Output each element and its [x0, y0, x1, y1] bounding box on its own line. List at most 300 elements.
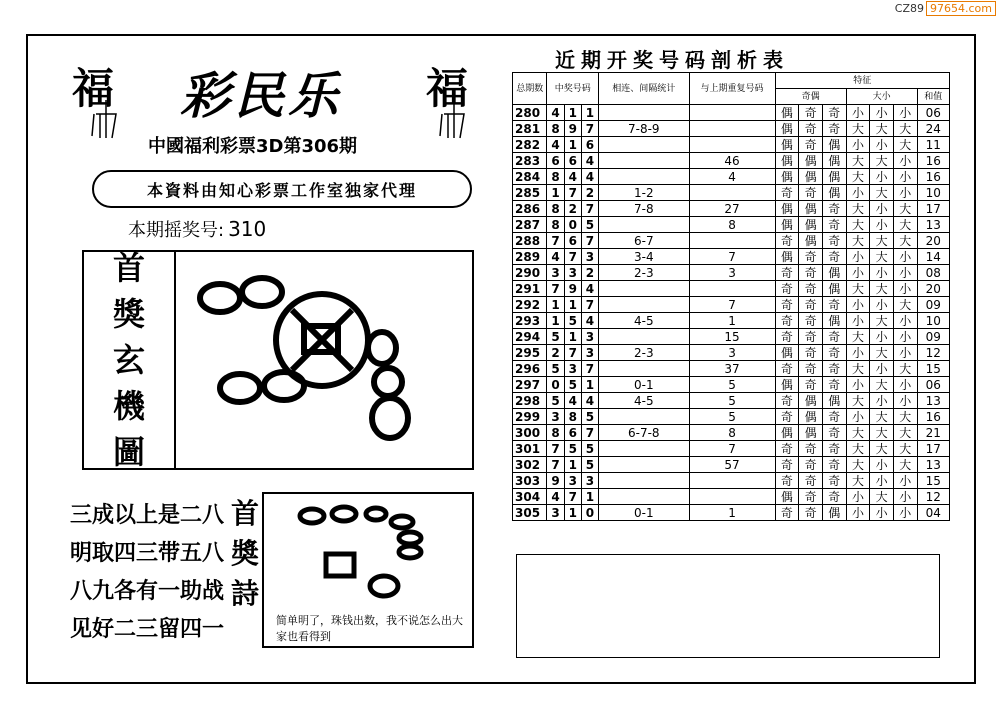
cell-adjacent [599, 329, 689, 345]
table-row [513, 393, 950, 409]
cell-odd-even: 偶 [775, 345, 799, 361]
poem-line-1: 三成以上是二八 [70, 503, 225, 528]
cell-sum: 20 [917, 233, 949, 249]
cell-digit: 4 [581, 313, 598, 329]
cell-period: 299 [513, 409, 547, 425]
cell-digit: 2 [564, 201, 581, 217]
cell-repeat: 5 [689, 393, 775, 409]
cell-odd-even: 奇 [775, 409, 799, 425]
cell-big-small: 小 [870, 297, 894, 313]
cell-repeat: 37 [689, 361, 775, 377]
cell-odd-even: 奇 [799, 185, 823, 201]
cell-big-small: 大 [893, 121, 917, 137]
table-row [513, 329, 950, 345]
agency-notice: 本資料由知心彩票工作室独家代理 [92, 170, 472, 208]
cell-adjacent [599, 169, 689, 185]
cell-period: 301 [513, 441, 547, 457]
table-title: 近期开奖号码剖析表 [555, 48, 789, 72]
cell-odd-even: 奇 [799, 329, 823, 345]
cell-sum: 10 [917, 313, 949, 329]
cell-period: 291 [513, 281, 547, 297]
cell-digit: 1 [547, 185, 564, 201]
cell-digit: 5 [581, 457, 598, 473]
cell-odd-even: 偶 [775, 105, 799, 121]
cell-odd-even: 奇 [799, 441, 823, 457]
cell-digit: 7 [581, 425, 598, 441]
cell-big-small: 大 [870, 249, 894, 265]
cell-sum: 09 [917, 297, 949, 313]
cell-sum: 11 [917, 137, 949, 153]
cell-odd-even: 奇 [799, 297, 823, 313]
cell-sum: 16 [917, 169, 949, 185]
cell-odd-even: 偶 [822, 185, 846, 201]
cell-digit: 5 [581, 409, 598, 425]
cell-odd-even: 奇 [799, 361, 823, 377]
cell-odd-even: 奇 [775, 441, 799, 457]
cell-repeat: 1 [689, 505, 775, 521]
cell-big-small: 大 [846, 233, 870, 249]
cell-odd-even: 奇 [799, 457, 823, 473]
cell-digit: 6 [581, 137, 598, 153]
fu-left: 福 [72, 64, 115, 113]
cell-period: 284 [513, 169, 547, 185]
cell-repeat [689, 105, 775, 121]
cell-odd-even: 偶 [775, 377, 799, 393]
cell-odd-even: 奇 [799, 473, 823, 489]
cell-digit: 4 [564, 393, 581, 409]
header-odd-even: 奇偶 [775, 89, 846, 105]
cell-big-small: 小 [893, 153, 917, 169]
cell-repeat [689, 233, 775, 249]
cell-odd-even: 奇 [799, 105, 823, 121]
cell-sum: 14 [917, 249, 949, 265]
cell-big-small: 大 [893, 425, 917, 441]
cell-odd-even: 奇 [799, 281, 823, 297]
cell-odd-even: 偶 [775, 201, 799, 217]
coin-diagram-icon [176, 252, 472, 468]
cell-big-small: 小 [870, 169, 894, 185]
cell-odd-even: 偶 [799, 153, 823, 169]
cell-sum: 06 [917, 377, 949, 393]
cell-odd-even: 奇 [822, 361, 846, 377]
cell-digit: 4 [581, 281, 598, 297]
cell-big-small: 小 [893, 249, 917, 265]
cell-odd-even: 偶 [822, 281, 846, 297]
cell-digit: 1 [581, 489, 598, 505]
cell-odd-even: 奇 [822, 329, 846, 345]
cell-repeat: 5 [689, 377, 775, 393]
draw-label: 本期摇奖号: [128, 220, 225, 241]
cell-adjacent: 6-7 [599, 233, 689, 249]
cell-big-small: 大 [870, 153, 894, 169]
cell-odd-even: 奇 [822, 233, 846, 249]
cell-odd-even: 偶 [822, 505, 846, 521]
table-row [513, 121, 950, 137]
header-number: 中奖号码 [547, 73, 599, 105]
cell-digit: 3 [547, 505, 564, 521]
cell-adjacent [599, 153, 689, 169]
cell-big-small: 大 [893, 361, 917, 377]
cell-big-small: 小 [846, 313, 870, 329]
cell-digit: 4 [547, 249, 564, 265]
cell-period: 283 [513, 153, 547, 169]
mystery-chart-panel [82, 250, 474, 470]
cell-adjacent [599, 105, 689, 121]
cell-repeat: 7 [689, 249, 775, 265]
cell-repeat: 27 [689, 201, 775, 217]
cell-sum: 08 [917, 265, 949, 281]
cell-odd-even: 偶 [822, 169, 846, 185]
cell-digit: 7 [547, 457, 564, 473]
cell-sum: 15 [917, 473, 949, 489]
table-row [513, 409, 950, 425]
header-sum: 和值 [917, 89, 949, 105]
cell-adjacent [599, 281, 689, 297]
table-row [513, 217, 950, 233]
cell-big-small: 大 [846, 201, 870, 217]
cell-period: 281 [513, 121, 547, 137]
cell-adjacent [599, 473, 689, 489]
cell-odd-even: 奇 [799, 377, 823, 393]
cell-big-small: 大 [846, 441, 870, 457]
cell-digit: 0 [581, 505, 598, 521]
cell-big-small: 小 [846, 137, 870, 153]
cell-big-small: 小 [870, 473, 894, 489]
table-row [513, 105, 950, 121]
cell-big-small: 小 [870, 265, 894, 281]
cell-odd-even: 奇 [775, 361, 799, 377]
cell-adjacent: 1-2 [599, 185, 689, 201]
cell-sum: 15 [917, 361, 949, 377]
cell-big-small: 大 [893, 217, 917, 233]
cell-period: 292 [513, 297, 547, 313]
table-row [513, 169, 950, 185]
cell-adjacent [599, 409, 689, 425]
cell-odd-even: 奇 [799, 489, 823, 505]
cell-odd-even: 奇 [822, 297, 846, 313]
cell-period: 300 [513, 425, 547, 441]
cell-digit: 0 [547, 377, 564, 393]
side-poem-title: 首 奬 詩 [230, 497, 259, 610]
panel-side-title: 首 獎 玄 機 圖 [84, 252, 176, 468]
cell-period: 297 [513, 377, 547, 393]
tassel-left-icon [86, 100, 126, 140]
cell-digit: 7 [564, 185, 581, 201]
cell-big-small: 小 [846, 105, 870, 121]
cell-odd-even: 奇 [775, 393, 799, 409]
cell-digit: 5 [547, 361, 564, 377]
cell-adjacent: 7-8 [599, 201, 689, 217]
cell-period: 282 [513, 137, 547, 153]
cell-digit: 1 [581, 105, 598, 121]
cell-big-small: 小 [893, 393, 917, 409]
cell-period: 280 [513, 105, 547, 121]
cell-digit: 1 [564, 505, 581, 521]
cell-big-small: 小 [846, 409, 870, 425]
cell-adjacent: 7-8-9 [599, 121, 689, 137]
cell-odd-even: 偶 [775, 217, 799, 233]
cell-period: 303 [513, 473, 547, 489]
cell-digit: 1 [564, 297, 581, 313]
cell-big-small: 小 [893, 329, 917, 345]
cell-digit: 2 [547, 345, 564, 361]
analysis-table [512, 72, 950, 521]
cell-digit: 6 [547, 153, 564, 169]
cell-repeat: 3 [689, 265, 775, 281]
cell-big-small: 小 [870, 105, 894, 121]
draw-number: 310 [228, 217, 267, 241]
table-row [513, 233, 950, 249]
cell-odd-even: 偶 [822, 137, 846, 153]
cell-period: 289 [513, 249, 547, 265]
cell-repeat [689, 185, 775, 201]
cell-digit: 4 [581, 153, 598, 169]
cell-adjacent: 3-4 [599, 249, 689, 265]
cell-big-small: 大 [846, 425, 870, 441]
cell-digit: 3 [564, 473, 581, 489]
cell-big-small: 小 [893, 473, 917, 489]
cell-odd-even: 奇 [775, 329, 799, 345]
cell-big-small: 小 [870, 137, 894, 153]
cell-period: 286 [513, 201, 547, 217]
cell-odd-even: 奇 [775, 313, 799, 329]
cell-big-small: 大 [846, 153, 870, 169]
cell-digit: 8 [547, 425, 564, 441]
cell-big-small: 大 [893, 233, 917, 249]
cell-odd-even: 奇 [822, 201, 846, 217]
cell-odd-even: 奇 [822, 457, 846, 473]
cell-big-small: 大 [870, 345, 894, 361]
cell-adjacent [599, 361, 689, 377]
header-features: 特征 [775, 73, 949, 89]
cell-digit: 5 [547, 393, 564, 409]
cell-odd-even: 奇 [799, 505, 823, 521]
cell-period: 302 [513, 457, 547, 473]
cell-big-small: 小 [893, 313, 917, 329]
cell-adjacent [599, 489, 689, 505]
cell-period: 290 [513, 265, 547, 281]
cell-odd-even: 偶 [799, 201, 823, 217]
cell-big-small: 小 [846, 377, 870, 393]
coin-string-icon [264, 494, 472, 612]
cell-digit: 6 [564, 153, 581, 169]
brand-title: 彩民乐 [180, 66, 342, 125]
cell-adjacent [599, 217, 689, 233]
cell-digit: 8 [547, 201, 564, 217]
cell-adjacent: 4-5 [599, 313, 689, 329]
cell-repeat: 3 [689, 345, 775, 361]
cell-digit: 7 [581, 297, 598, 313]
poem-line-4: 见好二三留四一 [70, 617, 225, 642]
cell-odd-even: 偶 [822, 313, 846, 329]
cell-repeat: 15 [689, 329, 775, 345]
cell-digit: 5 [581, 217, 598, 233]
cell-digit: 1 [564, 457, 581, 473]
cell-odd-even: 奇 [822, 473, 846, 489]
cell-big-small: 大 [870, 377, 894, 393]
cell-odd-even: 偶 [775, 137, 799, 153]
header-repeat: 与上期重复号码 [689, 73, 775, 105]
cell-digit: 7 [581, 201, 598, 217]
cell-sum: 13 [917, 217, 949, 233]
cell-big-small: 大 [846, 217, 870, 233]
cell-digit: 9 [564, 281, 581, 297]
cell-sum: 09 [917, 329, 949, 345]
cell-big-small: 小 [870, 361, 894, 377]
table-row [513, 185, 950, 201]
table-row [513, 425, 950, 441]
cell-digit: 3 [581, 345, 598, 361]
watermark-site[interactable]: 97654.com [926, 1, 996, 16]
cell-big-small: 小 [846, 489, 870, 505]
cell-digit: 1 [564, 329, 581, 345]
table-body [513, 105, 950, 521]
table-row [513, 265, 950, 281]
cell-odd-even: 偶 [799, 233, 823, 249]
cell-big-small: 大 [893, 441, 917, 457]
cell-digit: 1 [581, 377, 598, 393]
cell-odd-even: 奇 [822, 249, 846, 265]
cell-digit: 7 [547, 233, 564, 249]
cell-digit: 3 [581, 249, 598, 265]
cell-digit: 7 [564, 345, 581, 361]
cell-big-small: 小 [846, 297, 870, 313]
cell-digit: 2 [581, 185, 598, 201]
cell-repeat: 4 [689, 169, 775, 185]
cell-odd-even: 偶 [799, 425, 823, 441]
cell-big-small: 大 [870, 489, 894, 505]
cell-repeat [689, 473, 775, 489]
cell-adjacent [599, 457, 689, 473]
blank-notes-box [516, 554, 940, 658]
cell-big-small: 大 [846, 169, 870, 185]
cell-adjacent: 0-1 [599, 377, 689, 393]
cell-odd-even: 奇 [799, 345, 823, 361]
cell-period: 298 [513, 393, 547, 409]
table-row [513, 377, 950, 393]
cell-odd-even: 奇 [822, 409, 846, 425]
cell-odd-even: 偶 [775, 169, 799, 185]
cell-odd-even: 奇 [775, 505, 799, 521]
cell-period: 295 [513, 345, 547, 361]
cell-sum: 12 [917, 489, 949, 505]
cell-odd-even: 偶 [822, 153, 846, 169]
cell-digit: 7 [564, 249, 581, 265]
cell-big-small: 大 [846, 281, 870, 297]
header-period: 总期数 [513, 73, 547, 105]
cell-big-small: 大 [846, 361, 870, 377]
cell-digit: 5 [547, 329, 564, 345]
cell-big-small: 小 [893, 377, 917, 393]
cell-odd-even: 奇 [822, 441, 846, 457]
cell-digit: 7 [564, 489, 581, 505]
fu-right: 福 [426, 64, 469, 113]
cell-digit: 2 [581, 265, 598, 281]
cell-sum: 17 [917, 441, 949, 457]
cell-big-small: 小 [846, 345, 870, 361]
cell-adjacent: 0-1 [599, 505, 689, 521]
cell-sum: 16 [917, 153, 949, 169]
watermark-code: CZ89 [894, 2, 925, 15]
cell-big-small: 小 [893, 345, 917, 361]
cell-digit: 8 [547, 169, 564, 185]
cell-digit: 7 [547, 281, 564, 297]
cell-period: 304 [513, 489, 547, 505]
cell-repeat [689, 121, 775, 137]
cell-repeat [689, 281, 775, 297]
table-row [513, 505, 950, 521]
cell-sum: 12 [917, 345, 949, 361]
cell-big-small: 小 [870, 393, 894, 409]
cell-sum: 24 [917, 121, 949, 137]
cell-big-small: 大 [870, 425, 894, 441]
cell-adjacent [599, 137, 689, 153]
table-row [513, 457, 950, 473]
cell-odd-even: 奇 [822, 217, 846, 233]
cell-digit: 7 [581, 121, 598, 137]
cell-digit: 4 [547, 489, 564, 505]
cell-sum: 17 [917, 201, 949, 217]
cell-big-small: 小 [846, 249, 870, 265]
cell-odd-even: 奇 [775, 281, 799, 297]
cell-digit: 3 [564, 361, 581, 377]
table-row [513, 153, 950, 169]
cell-digit: 4 [581, 169, 598, 185]
cell-repeat: 8 [689, 425, 775, 441]
cell-odd-even: 奇 [799, 137, 823, 153]
cell-odd-even: 偶 [775, 153, 799, 169]
cell-odd-even: 偶 [822, 393, 846, 409]
cell-repeat: 46 [689, 153, 775, 169]
cell-digit: 1 [547, 313, 564, 329]
cell-odd-even: 奇 [775, 185, 799, 201]
cell-big-small: 大 [870, 281, 894, 297]
cell-big-small: 大 [870, 121, 894, 137]
table-row [513, 313, 950, 329]
cell-sum: 21 [917, 425, 949, 441]
cell-big-small: 小 [893, 169, 917, 185]
cell-digit: 9 [547, 473, 564, 489]
cell-big-small: 大 [846, 393, 870, 409]
table-row [513, 201, 950, 217]
poem-line-3: 八九各有一助战 [70, 579, 225, 604]
cell-digit: 6 [564, 425, 581, 441]
panel-caption: 简单明了，珠钱出数，我不说怎么出大家也看得到 [276, 614, 463, 643]
cell-big-small: 大 [846, 329, 870, 345]
cell-digit: 4 [547, 105, 564, 121]
cell-odd-even: 偶 [822, 265, 846, 281]
cell-adjacent [599, 441, 689, 457]
cell-digit: 8 [547, 217, 564, 233]
cell-odd-even: 奇 [799, 121, 823, 137]
cell-digit: 9 [564, 121, 581, 137]
cell-digit: 3 [547, 409, 564, 425]
cell-odd-even: 奇 [799, 265, 823, 281]
cell-odd-even: 奇 [822, 489, 846, 505]
cell-odd-even: 奇 [775, 265, 799, 281]
cell-digit: 6 [564, 233, 581, 249]
cell-digit: 1 [564, 105, 581, 121]
cell-digit: 0 [564, 217, 581, 233]
cell-digit: 1 [547, 297, 564, 313]
issue-line: 中國福利彩票3D第306期 [148, 136, 358, 157]
cell-big-small: 小 [893, 489, 917, 505]
cell-odd-even: 偶 [775, 121, 799, 137]
cell-digit: 5 [581, 441, 598, 457]
cell-sum: 04 [917, 505, 949, 521]
cell-odd-even: 奇 [799, 249, 823, 265]
cell-repeat [689, 489, 775, 505]
